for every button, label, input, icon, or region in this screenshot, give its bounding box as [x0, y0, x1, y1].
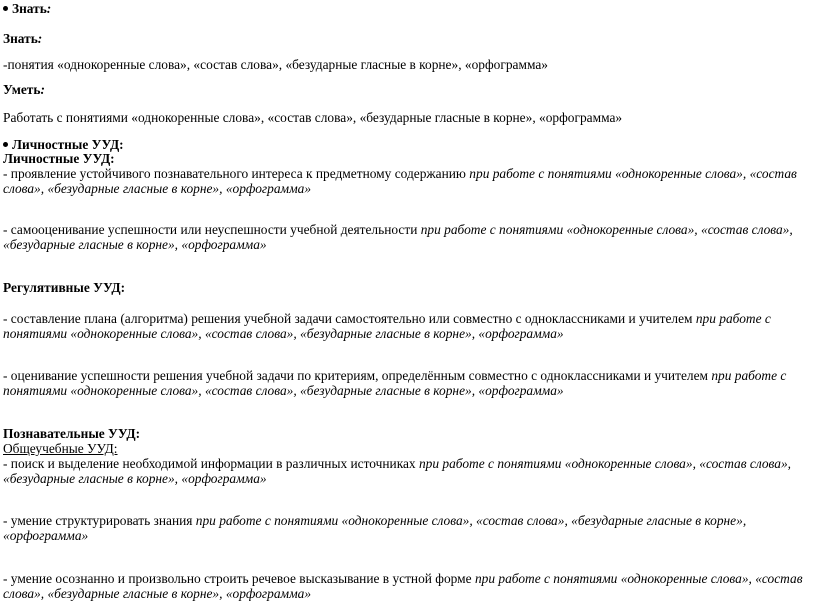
- cognitive-item-2-line-1: - умение структурировать знания при работе с понятиями «однокоренные слова», «состав слова», «безударные гласные в корне»,: [3, 513, 747, 528]
- know-bullet-line: Знать:: [3, 1, 51, 16]
- can-heading: Уметь:: [3, 82, 45, 97]
- cognitive-item-1-line-1: - поиск и выделение необходимой информации в различных источниках при работе с понятиями «однокоренные слова», «состав слова»,: [3, 456, 791, 471]
- personal-item-2-line-1: - самооценивание успешности или неуспешности учебной деятельности при работе с понятиями «однокоренные слова», «состав слова»,: [3, 222, 793, 237]
- regulative-heading: Регулятивные УУД:: [3, 280, 126, 295]
- personal-heading: Личностные УУД:: [3, 151, 115, 166]
- personal-item-2-line-2: «безударные гласные в корне», «орфограмма»: [3, 237, 267, 252]
- regulative-item-1-line-1: - составление плана (алгоритма) решения учебной задачи самостоятельно или совместно с одноклассниками и учителем при работе с: [3, 311, 771, 326]
- bullet-icon: [3, 142, 8, 147]
- cognitive-item-2-line-2: «орфограмма»: [3, 528, 89, 543]
- cognitive-item-1-line-2: «безударные гласные в корне», «орфограмма»: [3, 471, 267, 486]
- cognitive-heading: Познавательные УУД:: [3, 426, 141, 441]
- can-text: Работать с понятиями «однокоренные слова», «состав слова», «безударные гласные в корне», «орфограмма»: [3, 110, 623, 125]
- know-heading: Знать:: [3, 31, 43, 46]
- personal-item-1-line-2: слова», «безударные гласные в корне», «орфограмма»: [3, 181, 312, 196]
- regulative-item-1-line-2: понятиями «однокоренные слова», «состав слова», «безударные гласные в корне», «орфограмма»: [3, 326, 564, 341]
- know-bullet-label: Знать: [12, 1, 47, 16]
- personal-bullet-line: [3, 137, 124, 152]
- regulative-item-2-line-1: - оценивание успешности решения учебной задачи по критериям, определённым совместно с одноклассниками и учителем при работе с: [3, 368, 787, 383]
- personal-bullet-label: Личностные УУД:: [12, 137, 124, 152]
- general-heading: Общеучебные УУД:: [3, 441, 118, 456]
- regulative-item-2-line-2: понятиями «однокоренные слова», «состав слова», «безударные гласные в корне», «орфограмма»: [3, 383, 564, 398]
- bullet-icon: [3, 6, 8, 11]
- personal-item-1-line-1: - проявление устойчивого познавательного интереса к предметному содержанию при работе с понятиями «однокоренные слова», «состав: [3, 166, 797, 181]
- know-text: -понятия «однокоренные слова», «состав слова», «безударные гласные в корне», «орфограмма»: [3, 57, 548, 72]
- cognitive-item-3-line-2: слова», «безударные гласные в корне», «орфограмма»: [3, 586, 312, 601]
- cognitive-item-3-line-1: - умение осознанно и произвольно строить речевое высказывание в устной форме при работе с понятиями «однокоренные слова», «состав: [3, 571, 803, 586]
